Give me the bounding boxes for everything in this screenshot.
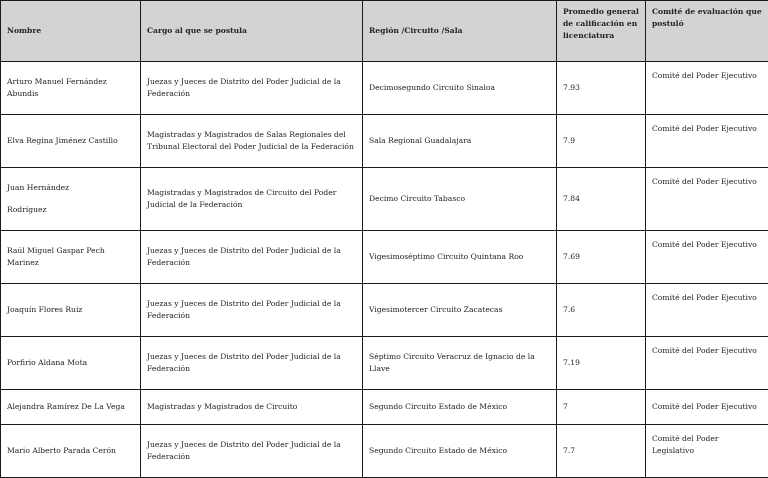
cell-promedio: 7.84 xyxy=(557,168,646,231)
cell-region: Decimosegundo Circuito Sinaloa xyxy=(363,62,557,115)
header-row xyxy=(1,1,768,62)
cell-nombre: Joaquín Flores Ruiz xyxy=(1,284,141,337)
cell-nombre: Mario Alberto Parada Cerón xyxy=(1,425,141,478)
table-row xyxy=(1,390,768,425)
cell-region: Decimo Circuito Tabasco xyxy=(363,168,557,231)
cell-comite: Comité del Poder Ejecutivo xyxy=(646,168,768,231)
cell-region: Segundo Circuito Estado de México xyxy=(363,390,557,425)
nombre-line-1: Juan Hernández xyxy=(7,182,134,194)
cell-region: Séptimo Circuito Veracruz de Ignacio de la Llave xyxy=(363,337,557,390)
header-comite: Comité de evaluación que postuló xyxy=(646,1,768,62)
header-nombre: Nombre xyxy=(1,1,141,62)
table-row xyxy=(1,168,768,231)
cell-comite: Comité del Poder Ejecutivo xyxy=(646,231,768,284)
cell-cargo: Juezas y Jueces de Distrito del Poder Judicial de la Federación xyxy=(141,62,363,115)
cell-promedio: 7.19 xyxy=(557,337,646,390)
cell-nombre: Arturo Manuel Fernández Abundis xyxy=(1,62,141,115)
table-row xyxy=(1,115,768,168)
table-row xyxy=(1,62,768,115)
cell-nombre xyxy=(1,168,141,231)
cell-region: Sala Regional Guadalajara xyxy=(363,115,557,168)
table-header xyxy=(1,1,768,62)
table-row xyxy=(1,337,768,390)
cell-promedio: 7.93 xyxy=(557,62,646,115)
cell-nombre: Alejandra Ramírez De La Vega xyxy=(1,390,141,425)
cell-nombre: Raúl Miguel Gaspar Pech Marinez xyxy=(1,231,141,284)
cell-cargo: Magistradas y Magistrados de Circuito del Poder Judicial de la Federación xyxy=(141,168,363,231)
cell-cargo: Juezas y Jueces de Distrito del Poder Judicial de la Federación xyxy=(141,425,363,478)
cell-nombre: Porfirio Aldana Mota xyxy=(1,337,141,390)
header-promedio: Promedio general de calificación en licenciatura xyxy=(557,1,646,62)
cell-promedio: 7.69 xyxy=(557,231,646,284)
cell-comite: Comité del Poder Ejecutivo xyxy=(646,284,768,337)
table-body xyxy=(1,62,768,478)
cell-cargo: Juezas y Jueces de Distrito del Poder Judicial de la Federación xyxy=(141,284,363,337)
cell-comite: Comité del Poder Ejecutivo xyxy=(646,390,768,425)
cell-comite: Comité del Poder Ejecutivo xyxy=(646,115,768,168)
cell-cargo: Juezas y Jueces de Distrito del Poder Judicial de la Federación xyxy=(141,337,363,390)
cell-comite: Comité del Poder Ejecutivo xyxy=(646,337,768,390)
cell-promedio: 7 xyxy=(557,390,646,425)
cell-cargo: Magistradas y Magistrados de Circuito xyxy=(141,390,363,425)
cell-promedio: 7.6 xyxy=(557,284,646,337)
cell-cargo: Juezas y Jueces de Distrito del Poder Judicial de la Federación xyxy=(141,231,363,284)
header-region: Región /Circuito /Sala xyxy=(363,1,557,62)
table-row xyxy=(1,231,768,284)
cell-promedio: 7.7 xyxy=(557,425,646,478)
nombre-line-2: Rodríguez xyxy=(7,204,134,216)
cell-region: Segundo Circuito Estado de México xyxy=(363,425,557,478)
cell-promedio: 7.9 xyxy=(557,115,646,168)
cell-cargo: Magistradas y Magistrados de Salas Regionales del Tribunal Electoral del Poder Judicial de la Federación xyxy=(141,115,363,168)
cell-nombre: Elva Regina Jiménez Castillo xyxy=(1,115,141,168)
cell-comite: Comité del Poder Legislativo xyxy=(646,425,768,478)
cell-region: Vigesimotercer Circuito Zacatecas xyxy=(363,284,557,337)
header-cargo: Cargo al que se postula xyxy=(141,1,363,62)
cell-region: Vigesimoséptimo Circuito Quintana Roo xyxy=(363,231,557,284)
table-row xyxy=(1,425,768,478)
table-row xyxy=(1,284,768,337)
cell-comite: Comité del Poder Ejecutivo xyxy=(646,62,768,115)
